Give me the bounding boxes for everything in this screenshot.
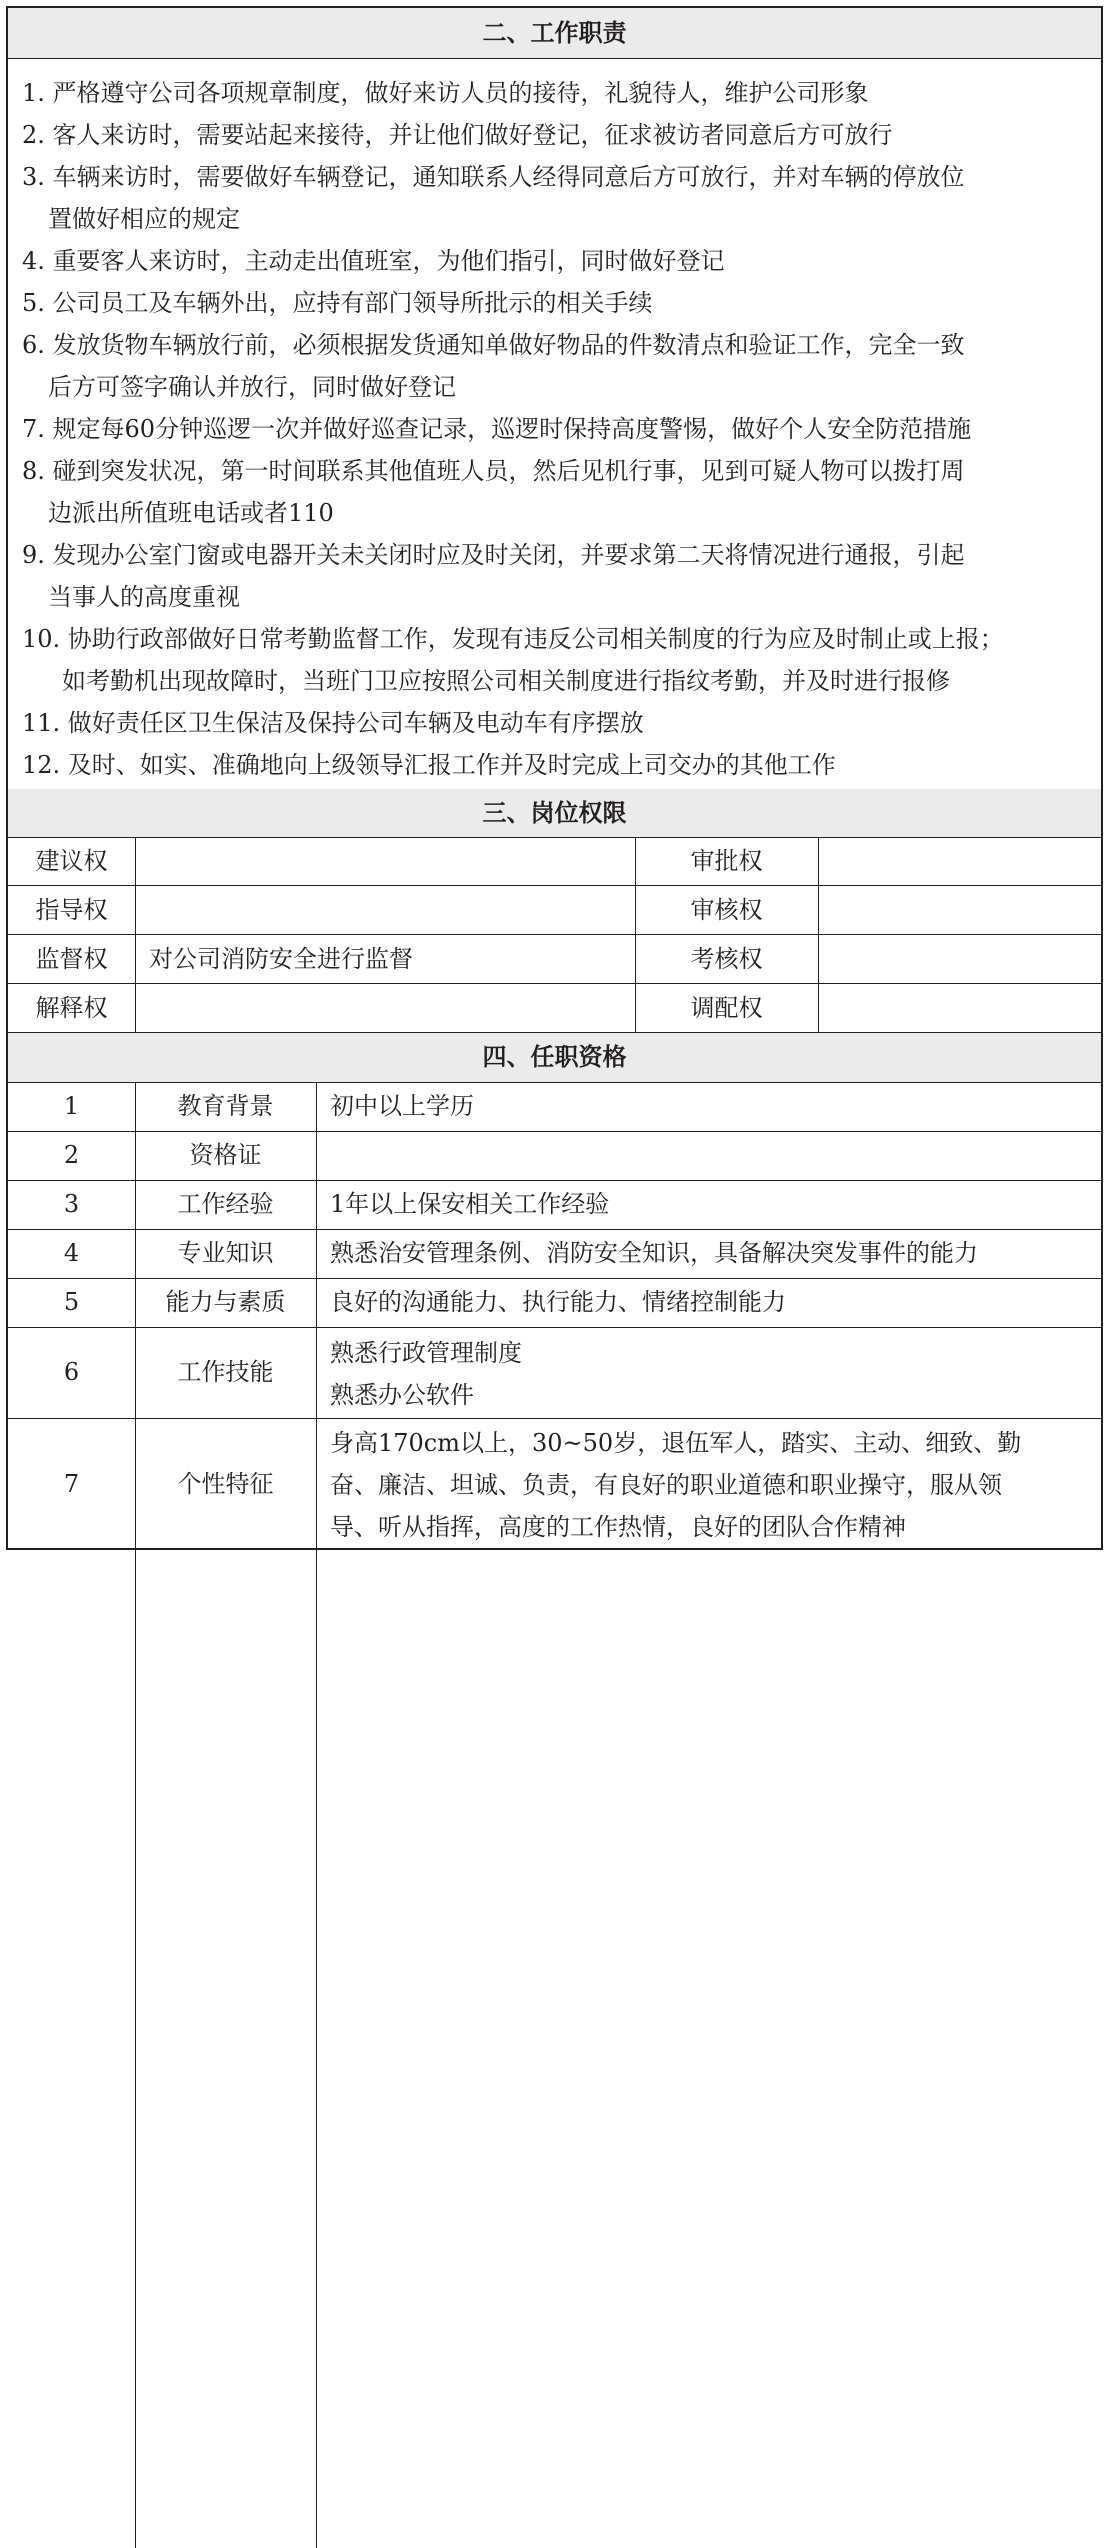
- duties-list: [8, 58, 1101, 790]
- authority-value: [149, 886, 629, 934]
- section-heading-qualifications: 四、任职资格: [8, 1033, 1101, 1083]
- duty-line: 1. 严格遵守公司各项规章制度，做好来访人员的接待，礼貌待人，维护公司形象: [22, 79, 869, 107]
- authority-value: [832, 935, 1097, 983]
- detail-line: 奋、廉洁、坦诚、负责，有良好的职业道德和职业操守，服从领: [330, 1471, 1002, 1499]
- qualification-detail: 良好的沟通能力、执行能力、情绪控制能力: [330, 1288, 786, 1316]
- duty-line: 6. 发放货物车辆放行前，必须根据发货通知单做好物品的件数清点和验证工作，完全一致: [22, 331, 965, 359]
- qualification-detail: [330, 1332, 1095, 1416]
- qualification-item: 资格证: [189, 1141, 262, 1169]
- duty-line: 11. 做好责任区卫生保洁及保持公司车辆及电动车有序摆放: [22, 709, 644, 737]
- duty-item-12: [22, 744, 1087, 786]
- duty-line: 4. 重要客人来访时，主动走出值班室，为他们指引，同时做好登记: [22, 247, 725, 275]
- qualification-detail: 熟悉治安管理条例、消防安全知识，具备解决突发事件的能力: [330, 1239, 978, 1267]
- duty-line: 3. 车辆来访时，需要做好车辆登记，通知联系人经得同意后方可放行，并对车辆的停放位: [22, 163, 965, 191]
- job-description-document: [6, 6, 1103, 1550]
- duty-line: 2. 客人来访时，需要站起来接待，并让他们做好登记，征求被访者同意后方可放行: [22, 121, 893, 149]
- duty-item-2: [22, 114, 1087, 156]
- qualification-detail: 初中以上学历: [330, 1092, 474, 1120]
- duty-line: 8. 碰到突发状况，第一时间联系其他值班人员，然后见机行事，见到可疑人物可以拨打周: [22, 457, 965, 485]
- qualification-item: 能力与素质: [165, 1288, 286, 1316]
- row-number: 6: [63, 1358, 80, 1386]
- row-number: 4: [63, 1239, 80, 1267]
- authority-label: 解释权: [35, 994, 108, 1022]
- authority-label: 考核权: [690, 945, 763, 973]
- qualification-item: 个性特征: [177, 1470, 274, 1498]
- duty-item-1: [22, 72, 1087, 114]
- duty-line: 当事人的高度重视: [48, 583, 240, 611]
- detail-line: 导、听从指挥，高度的工作热情，良好的团队合作精神: [330, 1513, 906, 1541]
- duty-line: 7. 规定每60分钟巡逻一次并做好巡查记录，巡逻时保持高度警惕，做好个人安全防范措施: [22, 415, 972, 443]
- row-number: 2: [63, 1141, 80, 1169]
- duty-line: 9. 发现办公室门窗或电器开关未关闭时应及时关闭，并要求第二天将情况进行通报，引起: [22, 541, 965, 569]
- duty-line: 12. 及时、如实、准确地向上级领导汇报工作并及时完成上司交办的其他工作: [22, 751, 836, 779]
- duty-item-6: [22, 324, 1087, 408]
- authority-label: 指导权: [35, 896, 108, 924]
- qualification-item: 工作经验: [177, 1190, 274, 1218]
- qualification-detail: 1年以上保安相关工作经验: [330, 1190, 610, 1218]
- row-number: 1: [63, 1092, 80, 1120]
- qualification-item: 专业知识: [177, 1239, 274, 1267]
- qualification-detail: [330, 1422, 1095, 1548]
- duty-item-7: [22, 408, 1087, 450]
- detail-line: 熟悉行政管理制度: [330, 1339, 522, 1367]
- authority-value: 对公司消防安全进行监督: [149, 945, 413, 973]
- authority-value: [832, 837, 1097, 885]
- duty-line: 后方可签字确认并放行，同时做好登记: [48, 373, 456, 401]
- row-number: 3: [63, 1190, 80, 1218]
- duty-item-11: [22, 702, 1087, 744]
- duty-item-4: [22, 240, 1087, 282]
- authority-value: [832, 886, 1097, 934]
- duty-line: 边派出所值班电话或者110: [48, 499, 334, 527]
- authority-label: 监督权: [35, 945, 108, 973]
- authority-label: 审批权: [690, 847, 763, 875]
- authority-value: [149, 837, 629, 885]
- duty-item-5: [22, 282, 1087, 324]
- qualification-item: 教育背景: [177, 1092, 274, 1120]
- authority-value: [832, 984, 1097, 1032]
- detail-line: 身高170cm以上，30~50岁，退伍军人，踏实、主动、细致、勤: [330, 1429, 1022, 1457]
- authority-value: [149, 984, 629, 1032]
- authority-label: 审核权: [690, 896, 763, 924]
- section-heading-duties: 二、工作职责: [8, 8, 1101, 59]
- duty-line: 如考勤机出现故障时，当班门卫应按照公司相关制度进行指纹考勤，并及时进行报修: [62, 667, 950, 695]
- duty-item-10: [22, 618, 1087, 702]
- duty-line: 5. 公司员工及车辆外出，应持有部门领导所批示的相关手续: [22, 289, 653, 317]
- duty-item-9: [22, 534, 1087, 618]
- duty-item-8: [22, 450, 1087, 534]
- duty-item-3: [22, 156, 1087, 240]
- detail-line: 熟悉办公软件: [330, 1381, 474, 1409]
- row-number: 7: [63, 1470, 80, 1498]
- authority-label: 建议权: [35, 847, 108, 875]
- duty-line: 10. 协助行政部做好日常考勤监督工作，发现有违反公司相关制度的行为应及时制止或上报；: [22, 625, 1004, 653]
- section-heading-authority: 三、岗位权限: [8, 789, 1101, 838]
- row-number: 5: [63, 1288, 80, 1316]
- duty-line: 置做好相应的规定: [48, 205, 240, 233]
- qualification-item: 工作技能: [177, 1358, 274, 1386]
- authority-label: 调配权: [690, 994, 763, 1022]
